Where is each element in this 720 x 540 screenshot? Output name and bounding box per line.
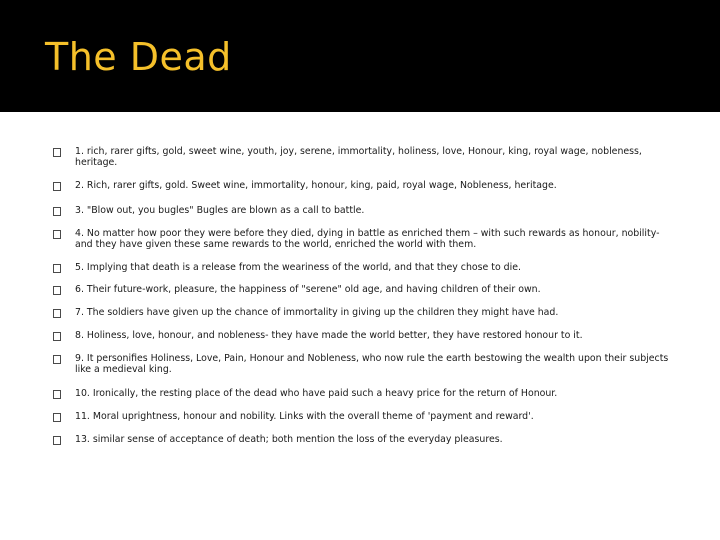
bullet-text: 9. It personifies Holiness, Love, Pain, Honour and Nobleness, who now rule the earth bestowing the wealth upon their subjects like a medieval king. — [75, 353, 669, 375]
checkbox-bullet-icon — [53, 286, 61, 295]
checkbox-bullet-icon — [53, 413, 61, 422]
checkbox-bullet-icon — [53, 309, 61, 318]
checkbox-bullet-icon — [53, 390, 61, 399]
checkbox-bullet-icon — [53, 436, 61, 445]
checkbox-bullet-icon — [53, 264, 61, 273]
bullet-text: 4. No matter how poor they were before they died, dying in battle as enriched them – with such rewards as honour, nobility- and they have given these same rewards to the world, enriched the world with them. — [75, 228, 660, 250]
checkbox-bullet-icon — [53, 148, 61, 157]
bullet-text: 1. rich, rarer gifts, gold, sweet wine, youth, joy, serene, immortality, holiness, love, Honour, king, royal wage, nobleness, heritage. — [75, 146, 642, 168]
checkbox-bullet-icon — [53, 207, 61, 216]
checkbox-bullet-icon — [53, 355, 61, 364]
slide-title: The Dead — [45, 35, 232, 79]
bullet-text: 2. Rich, rarer gifts, gold. Sweet wine, immortality, honour, king, paid, royal wage, Nobleness, heritage. — [75, 180, 557, 191]
checkbox-bullet-icon — [53, 182, 61, 191]
bullet-text: 10. Ironically, the resting place of the dead who have paid such a heavy price for the return of Honour. — [75, 388, 558, 399]
checkbox-bullet-icon — [53, 332, 61, 341]
bullet-text: 5. Implying that death is a release from the weariness of the world, and that they chose to die. — [75, 262, 521, 273]
bullet-text: 8. Holiness, love, honour, and nobleness- they have made the world better, they have restored honour to it. — [75, 330, 583, 341]
bullet-text: 13. similar sense of acceptance of death; both mention the loss of the everyday pleasures. — [75, 434, 503, 445]
checkbox-bullet-icon — [53, 230, 61, 239]
bullet-text: 11. Moral uprightness, honour and nobility. Links with the overall theme of 'payment and reward'. — [75, 411, 534, 422]
bullet-text: 7. The soldiers have given up the chance of immortality in giving up the children they might have had. — [75, 307, 559, 318]
bullet-text: 3. "Blow out, you bugles" Bugles are blown as a call to battle. — [75, 205, 365, 216]
bullet-text: 6. Their future-work, pleasure, the happiness of "serene" old age, and having children of their own. — [75, 284, 541, 295]
